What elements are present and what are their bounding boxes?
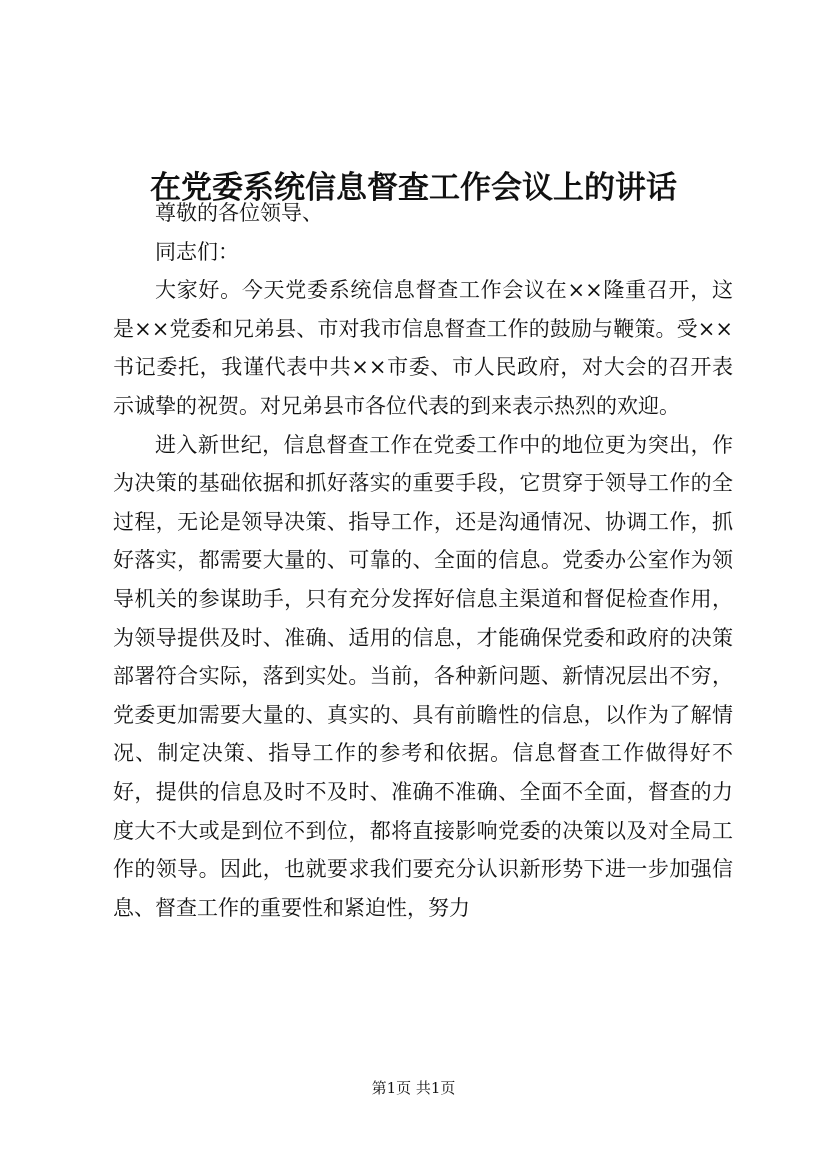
salutation-line-1: 尊敬的各位领导、 — [155, 201, 323, 225]
document-body — [113, 194, 733, 927]
page-number-footer: 第1页 共1页 — [371, 1079, 456, 1097]
document-title: 在党委系统信息督查工作会议上的讲话 — [150, 169, 677, 206]
paragraph-2: 进入新世纪，信息督查工作在党委工作中的地位更为突出，作为决策的基础依据和抓好落实的重要手段，它贯穿于领导工作的全过程，无论是领导决策、指导工作，还是沟通情况、协调工作，抓好落实，都需要大量的、可靠的、全面的信息。党委办公室作为领导机关的参谋助手，只有充分发挥好信息主渠道和督促检查作用，为领导提供及时、准确、适用的信息，才能确保党委和政府的决策部署符合实际，落到实处。当前，各种新问题、新情况层出不穷，党委更加需要大量的、真实的、具有前瞻性的信息，以作为了解情况、制定决策、指导工作的参考和依据。信息督查工作做得好不好，提供的信息及时不及时、准确不准确、全面不全面，督查的力度大不大或是到位不到位，都将直接影响党委的决策以及对全局工作的领导。因此，也就要求我们要充分认识新形势下进一步加强信息、督查工作的重要性和紧迫性，努力 — [113, 432, 733, 920]
salutation-line-2: 同志们： — [155, 239, 239, 264]
paragraph-1: 大家好。今天党委系统信息督查工作会议在××隆重召开，这是××党委和兄弟县、市对我市信息督查工作的鼓励与鞭策。受××书记委托，我谨代表中共××市委、市人民政府，对大会的召开表示诚挚的祝贺。对兄弟县市各位代表的到来表示热烈的欢迎。 — [113, 278, 733, 418]
